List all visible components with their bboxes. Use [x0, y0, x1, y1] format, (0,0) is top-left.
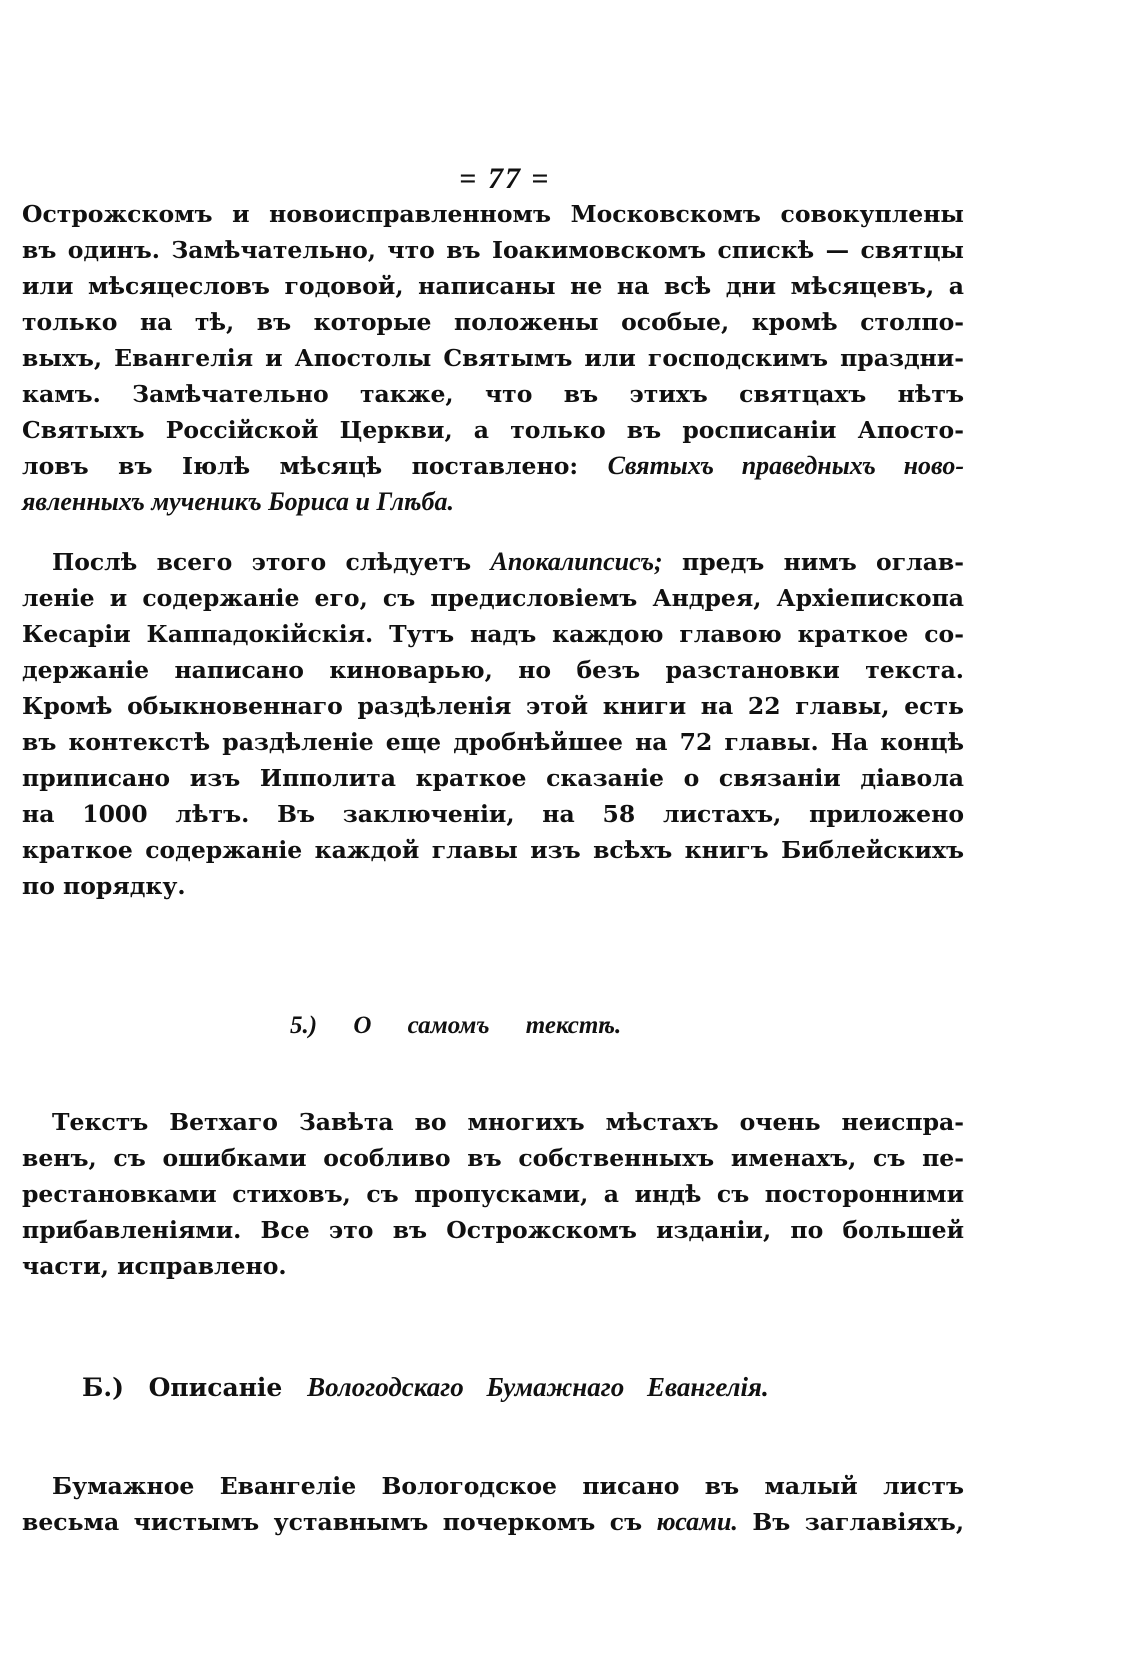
text-line: приписано изъ Ипполита краткое сказаніе о связаніи діавола	[22, 764, 964, 792]
text-line: на 1000 лѣтъ. Въ заключеніи, на 58 листахъ, приложено	[22, 800, 964, 828]
text-line	[22, 484, 964, 520]
text-line: въ одинъ. Замѣчательно, что въ Іоакимовскомъ спискѣ — святцы	[22, 236, 964, 264]
text-line: части, исправлено.	[22, 1252, 287, 1280]
text-line: леніе и содержаніе его, съ предисловіемъ Андрея, Архіепископа	[22, 584, 964, 612]
paragraph-4	[22, 1468, 964, 1540]
page-number-value: 77	[488, 162, 522, 195]
text-line: только на тѣ, въ которые положены особые, кромѣ столпо-	[22, 308, 964, 336]
italic-quote: явленныхъ мученикъ Бориса и Глѣба.	[22, 487, 454, 516]
paragraph-2	[22, 544, 964, 904]
text-line: Кромѣ обыкновеннаго раздѣленія этой книги на 22 главы, есть	[22, 692, 964, 720]
text-line: камъ. Замѣчательно также, что въ этихъ святцахъ нѣтъ	[22, 380, 964, 408]
text-line: по порядку.	[22, 872, 186, 900]
text-line: рестановками стиховъ, съ пропусками, а индѣ съ посторонними	[22, 1180, 964, 1208]
text-line: держаніе написано киноварью, но безъ разстановки текста.	[22, 656, 964, 684]
text-line: краткое содержаніе каждой главы изъ всѣхъ книгъ Библейскихъ	[22, 836, 964, 864]
italic-quote: Святыхъ праведныхъ ново-	[607, 451, 964, 480]
heading-italic-title: Вологодскаго Бумажнаго Евангелія.	[307, 1372, 769, 1402]
text-line: Святыхъ Россійской Церкви, а только въ росписаніи Апосто-	[22, 416, 964, 444]
paragraph-3	[22, 1104, 964, 1284]
page-number	[0, 162, 1010, 196]
text-line	[22, 1504, 964, 1540]
text-segment: ловъ въ Іюлѣ мѣсяцѣ поставлено:	[22, 452, 579, 480]
section-heading-b	[82, 1372, 769, 1403]
text-line: въ контекстѣ раздѣленіе еще дробнѣйшее на 72 главы. На концѣ	[22, 728, 964, 756]
text-segment: предъ нимъ оглав-	[682, 548, 965, 576]
text-line: прибавленіями. Все это въ Острожскомъ изданіи, по большей	[22, 1216, 964, 1244]
text-segment: Въ заглавіяхъ,	[752, 1508, 965, 1536]
text-line: Текстъ Ветхаго Завѣта во многихъ мѣстахъ очень неиспра-	[52, 1108, 964, 1136]
text-segment: весьма чистымъ уставнымъ почеркомъ съ	[22, 1508, 643, 1536]
text-line: Бумажное Евангеліе Вологодское писано въ малый листъ	[52, 1472, 964, 1500]
paragraph-1	[22, 196, 964, 520]
text-line: выхъ, Евангелія и Апостолы Святымъ или господскимъ праздни-	[22, 344, 964, 372]
page-number-left-mark: =	[459, 162, 479, 195]
text-line: или мѣсяцесловъ годовой, написаны не на всѣ дни мѣсяцевъ, а	[22, 272, 964, 300]
italic-word: юсами.	[656, 1507, 738, 1536]
text-segment: Послѣ всего этого слѣдуетъ	[52, 548, 472, 576]
text-line: Кесаріи Каппадокійскія. Тутъ надъ каждою главою краткое со-	[22, 620, 964, 648]
text-line: венъ, съ ошибками особливо въ собственныхъ именахъ, съ пе-	[22, 1144, 964, 1172]
page-number-right-mark: =	[531, 162, 551, 195]
text-line: Острожскомъ и новоисправленномъ Московскомъ совокуплены	[22, 200, 964, 228]
text-line	[22, 448, 964, 484]
text-line	[22, 544, 964, 580]
heading-label: Б.) Описаніе	[82, 1373, 283, 1402]
italic-title: Апокалипсисъ;	[490, 547, 663, 576]
section-heading: 5.) О самомъ текстѣ.	[290, 1012, 622, 1039]
